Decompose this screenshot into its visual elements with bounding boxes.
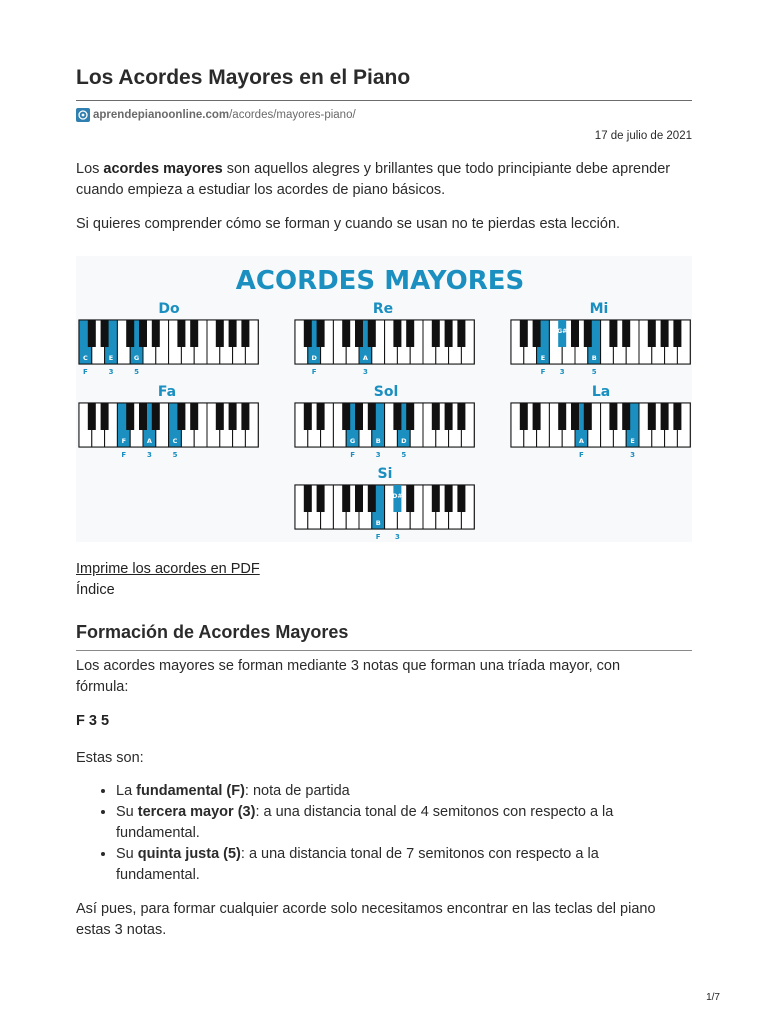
degree-label: F: [540, 368, 546, 376]
black-key: [609, 320, 617, 347]
black-key: [648, 403, 656, 430]
list-item-post: : nota de partida: [244, 783, 350, 799]
source-domain: aprendepianoonline.com: [93, 109, 230, 121]
chord-keyboard-mi: [511, 301, 690, 376]
black-key: [216, 403, 224, 430]
closing-paragraph: Así pues, para formar cualquier acorde solo necesitamos encontrar en las teclas del piano estas 3 notas.: [76, 901, 656, 938]
black-key: [304, 320, 312, 347]
note-label: B: [591, 354, 597, 362]
black-key: [571, 320, 579, 347]
note-label: A: [362, 354, 368, 362]
black-key: [533, 403, 541, 430]
chords-diagram: [76, 256, 692, 542]
black-key: [126, 403, 134, 430]
black-key: [393, 320, 401, 347]
black-key: [101, 403, 109, 430]
black-key: [177, 320, 185, 347]
black-key: [152, 320, 160, 347]
source-url[interactable]: [76, 106, 356, 124]
figure-title: ACORDES MAYORES: [235, 266, 525, 296]
note-label: D: [401, 437, 407, 445]
intro-paragraph: [76, 159, 676, 201]
degree-label: 5: [401, 451, 407, 459]
black-key: [673, 403, 681, 430]
chord-keyboard-si: [295, 466, 474, 541]
list-item-pre: Su: [116, 846, 138, 862]
section-divider: [76, 650, 692, 651]
black-key: [342, 485, 350, 512]
black-key: [355, 320, 363, 347]
note-label: G: [349, 437, 356, 445]
page-number: 1/7: [706, 992, 720, 1003]
black-key: [88, 403, 96, 430]
black-key: [571, 403, 579, 430]
black-key: [304, 403, 312, 430]
black-key: [406, 485, 414, 512]
degree-label: 3: [146, 451, 152, 459]
black-key: [457, 403, 465, 430]
chord-name: La: [591, 384, 611, 400]
note-label: B: [375, 519, 381, 527]
degree-label: F: [350, 451, 355, 459]
site-favicon-icon: [76, 108, 90, 122]
chord-name: Mi: [589, 301, 609, 317]
list-item-post: : a una distancia tonal de 7 semitonos con respecto a la fundamental.: [116, 846, 599, 883]
list-item-bold: tercera mayor (3): [137, 804, 256, 820]
black-key: [88, 320, 96, 347]
intro-text-post: son aquellos alegres y brillantes que todo principiante debe aprender cuando empieza a estudiar los acordes de piano básicos.: [76, 161, 671, 198]
chord-notes-list: [98, 781, 686, 886]
black-key: [609, 403, 617, 430]
chord-keyboard-sol: [295, 384, 474, 459]
degree-label: 3: [394, 533, 400, 541]
black-key: [317, 485, 325, 512]
black-key: [317, 320, 325, 347]
black-key: [304, 485, 312, 512]
note-label: D#: [392, 493, 403, 500]
chord-keyboard-do: [79, 301, 258, 376]
black-key: [558, 403, 566, 430]
degree-label: F: [121, 451, 127, 459]
note-label: E: [630, 437, 635, 445]
note-label: A: [146, 437, 152, 445]
intro-text-pre: Los: [76, 161, 104, 177]
black-key: [139, 403, 147, 430]
black-key: [520, 320, 528, 347]
list-item-pre: La: [116, 783, 137, 799]
black-key: [229, 403, 237, 430]
formation-paragraph: Los acordes mayores se forman mediante 3 notas que forman una tríada mayor, con fórmula:: [76, 658, 621, 695]
black-key: [393, 403, 401, 430]
degree-label: 5: [591, 368, 597, 376]
black-key: [432, 485, 440, 512]
black-key: [355, 485, 363, 512]
black-key: [190, 320, 198, 347]
chord-keyboard-re: [295, 301, 474, 376]
black-key: [229, 320, 237, 347]
degree-label: 3: [362, 368, 368, 376]
note-label: A: [578, 437, 584, 445]
note-label: F: [121, 437, 127, 445]
list-item-post: : a una distancia tonal de 4 semitonos con respecto a la fundamental.: [116, 804, 614, 841]
black-key: [432, 403, 440, 430]
list-item: [116, 802, 686, 844]
chord-name: Si: [377, 466, 393, 482]
print-pdf-link[interactable]: Imprime los acordes en PDF: [76, 561, 260, 577]
black-key: [190, 403, 198, 430]
black-key: [584, 320, 592, 347]
section-heading: Formación de Acordes Mayores: [76, 622, 349, 642]
chord-name: Sol: [373, 384, 399, 400]
black-key: [445, 320, 453, 347]
chord-keyboard-fa: [79, 384, 258, 459]
lesson-paragraph: Si quieres comprender cómo se forman y cuando se usan no te pierdas esta lección.: [76, 216, 621, 232]
list-item-bold: quinta justa (5): [137, 846, 241, 862]
degree-label: 3: [375, 451, 381, 459]
black-key: [368, 403, 376, 430]
black-key: [406, 320, 414, 347]
black-key: [457, 320, 465, 347]
black-key: [648, 320, 656, 347]
black-key: [317, 403, 325, 430]
black-key: [139, 320, 147, 347]
black-key: [533, 320, 541, 347]
index-label[interactable]: Índice: [76, 582, 115, 598]
degree-label: 5: [172, 451, 178, 459]
chord-name: Re: [372, 301, 394, 317]
chord-formula: F 3 5: [76, 713, 110, 729]
black-key: [342, 403, 350, 430]
black-key: [241, 403, 249, 430]
list-item-bold: fundamental (F): [136, 783, 245, 799]
black-key: [177, 403, 185, 430]
degree-label: 3: [630, 451, 636, 459]
note-label: E: [108, 354, 114, 362]
black-key: [584, 403, 592, 430]
page-title: Los Acordes Mayores en el Piano: [76, 66, 411, 89]
list-item: [116, 844, 686, 886]
note-label: C: [83, 354, 88, 362]
black-key: [241, 320, 249, 347]
publish-date: 17 de julio de 2021: [594, 130, 692, 142]
black-key: [152, 403, 160, 430]
black-key: [342, 320, 350, 347]
source-path: /acordes/mayores-piano/: [229, 109, 356, 121]
black-key: [101, 320, 109, 347]
degree-label: F: [311, 368, 317, 376]
black-key: [406, 403, 414, 430]
note-label: G: [133, 354, 140, 362]
list-item-pre: Su: [116, 804, 138, 820]
degree-label: F: [83, 368, 88, 376]
black-key: [520, 403, 528, 430]
black-key: [216, 320, 224, 347]
black-key: [673, 320, 681, 347]
black-key: [661, 320, 669, 347]
intro-text-bold: acordes mayores: [103, 161, 223, 177]
black-key: [355, 403, 363, 430]
list-item: [116, 781, 686, 802]
list-intro-paragraph: Estas son:: [76, 750, 144, 766]
black-key: [445, 403, 453, 430]
note-label: G#: [557, 328, 568, 335]
black-key: [622, 403, 630, 430]
major-chords-figure: [76, 256, 692, 542]
degree-label: 5: [134, 368, 140, 376]
black-key: [622, 320, 630, 347]
chord-name: Fa: [157, 384, 177, 400]
black-key: [126, 320, 134, 347]
chord-keyboard-la: [511, 384, 690, 459]
title-divider: [76, 100, 692, 101]
black-key: [661, 403, 669, 430]
black-key: [368, 320, 376, 347]
degree-label: F: [579, 451, 584, 459]
note-label: C: [172, 437, 178, 445]
chord-name: Do: [158, 301, 180, 317]
note-label: E: [540, 354, 546, 362]
note-label: B: [375, 437, 381, 445]
black-key: [445, 485, 453, 512]
black-key: [432, 320, 440, 347]
note-label: D: [311, 354, 317, 362]
black-key: [457, 485, 465, 512]
degree-label: 3: [559, 368, 565, 376]
degree-label: F: [375, 533, 381, 541]
degree-label: 3: [108, 368, 114, 376]
black-key: [368, 485, 376, 512]
